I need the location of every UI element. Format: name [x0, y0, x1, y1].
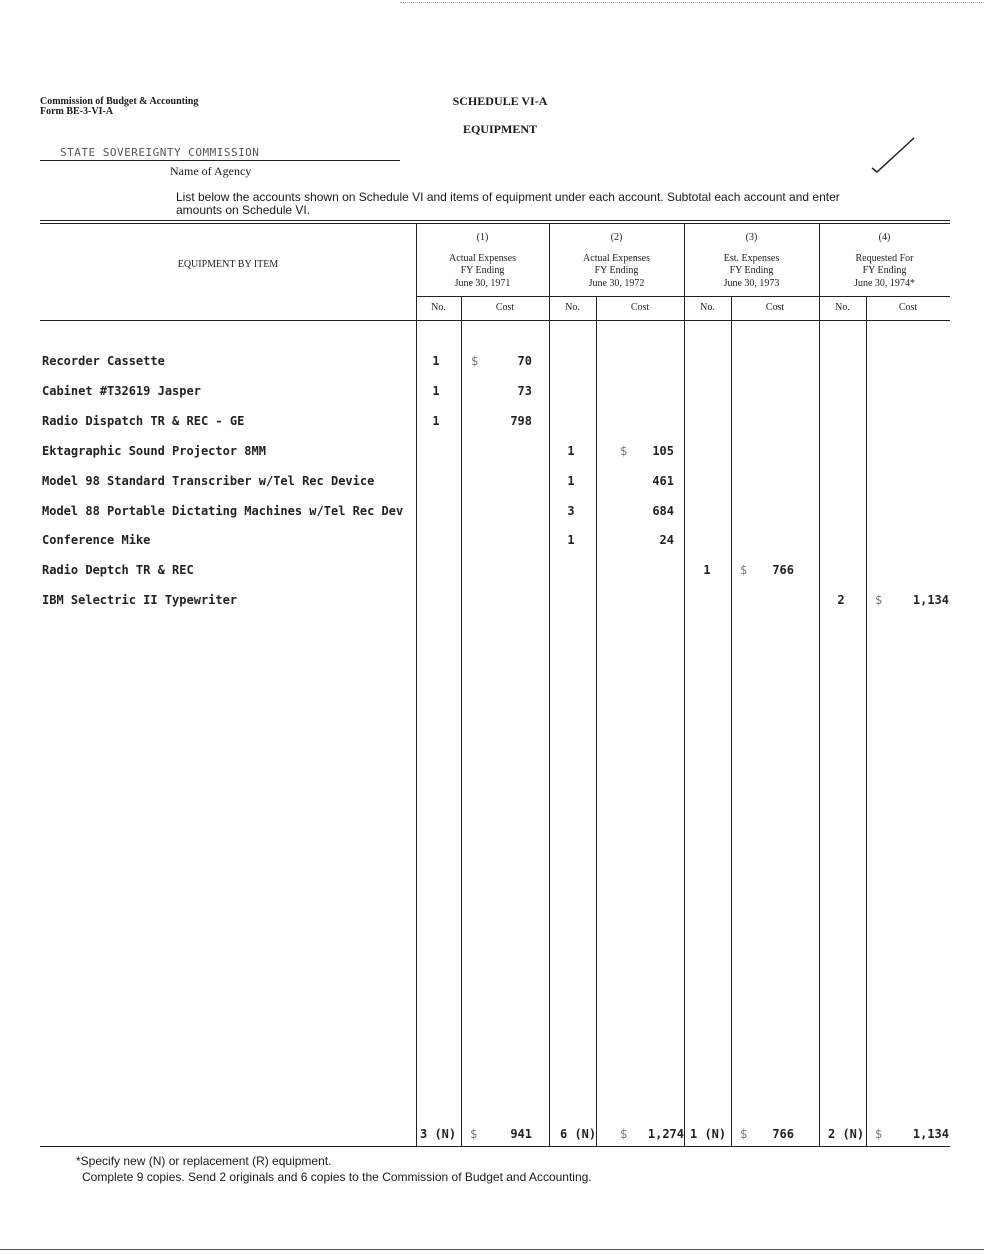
- table-top-rule-2: [40, 223, 950, 224]
- cost-cell: 105: [652, 444, 674, 458]
- col-line3: June 30, 1971: [454, 277, 511, 289]
- agency-label: Name of Agency: [170, 164, 252, 178]
- check-mark-icon: [868, 136, 918, 176]
- col4-cost-header: Cost: [898, 302, 918, 313]
- cost-cell: 1,134: [912, 593, 949, 607]
- footnote-specify: *Specify new (N) or replacement (R) equipment.: [76, 1154, 332, 1168]
- col-line1: Requested For: [855, 252, 914, 264]
- item-name: Radio Deptch TR & REC: [42, 563, 194, 577]
- total-qty: 1 (N): [690, 1127, 727, 1141]
- col1-cost-header: Cost: [495, 302, 515, 313]
- col-line2: FY Ending: [594, 265, 639, 276]
- instructions-line-2: amounts on Schedule VI.: [176, 203, 311, 217]
- item-name: Model 98 Standard Transcriber w/Tel Rec Device: [42, 474, 375, 488]
- col4-split-rule: [866, 296, 867, 1146]
- item-name: IBM Selectric II Typewriter: [42, 593, 238, 607]
- col-line3: June 30, 1974*: [854, 277, 915, 289]
- col4-no-header: No.: [835, 302, 850, 313]
- total-cost: 1,274: [647, 1127, 684, 1141]
- col-number: (1): [476, 232, 489, 243]
- footnote-copies: Complete 9 copies. Send 2 originals and 6 copies to the Commission of Budget and Accounting.: [82, 1170, 592, 1184]
- schedule-title: SCHEDULE VI-A: [452, 94, 548, 108]
- item-name: Recorder Cassette: [42, 354, 165, 368]
- top-edge-dots: [400, 2, 984, 3]
- qty-cell: 2: [837, 593, 845, 607]
- header-split-rule: [416, 296, 950, 297]
- item-name: Conference Mike: [42, 533, 151, 547]
- total-dollar-sign: $: [620, 1127, 628, 1141]
- total-cost: 941: [510, 1127, 532, 1141]
- total-qty: 6 (N): [560, 1127, 597, 1141]
- table-top-rule: [40, 220, 950, 221]
- commission-line: Commission of Budget & Accounting: [40, 96, 199, 107]
- cost-cell: 24: [659, 533, 674, 547]
- item-name: Cabinet #T32619 Jasper: [42, 384, 201, 398]
- item-name: Model 88 Portable Dictating Machines w/Tel Rec Dev: [42, 504, 404, 518]
- col-number: (4): [878, 232, 891, 243]
- cost-cell: 73: [517, 384, 532, 398]
- qty-cell: 1: [432, 384, 440, 398]
- total-cost: 766: [772, 1127, 794, 1141]
- item-column-header: EQUIPMENT BY ITEM: [177, 259, 279, 270]
- dollar-sign: $: [620, 444, 628, 458]
- cost-cell: 461: [652, 474, 674, 488]
- col-line1: Actual Expenses: [449, 252, 516, 264]
- col3-split-rule: [731, 296, 732, 1146]
- schedule-subtitle: EQUIPMENT: [462, 122, 537, 136]
- total-dollar-sign: $: [875, 1127, 883, 1141]
- qty-cell: 1: [432, 354, 440, 368]
- agency-underline: [40, 160, 400, 161]
- dollar-sign: $: [875, 593, 883, 607]
- table-bottom-rule: [40, 1146, 950, 1147]
- total-qty: 2 (N): [828, 1127, 865, 1141]
- col3-no-header: No.: [700, 302, 715, 313]
- col2-left-rule: [549, 223, 550, 1146]
- total-dollar-sign: $: [470, 1127, 478, 1141]
- cost-cell: 798: [510, 414, 532, 428]
- col2-no-header: No.: [565, 302, 580, 313]
- item-name: Radio Dispatch TR & REC - GE: [42, 414, 245, 428]
- col-line2: FY Ending: [729, 265, 774, 276]
- col-number: (3): [745, 232, 758, 243]
- total-dollar-sign: $: [740, 1127, 748, 1141]
- cost-cell: 684: [652, 504, 674, 518]
- instructions-line-1: List below the accounts shown on Schedule VI and items of equipment under each account. Subtotal each account and enter: [176, 190, 840, 204]
- header-bottom-rule: [40, 320, 950, 321]
- cost-cell: 70: [517, 354, 532, 368]
- col1-split-rule: [461, 296, 462, 1146]
- col-header-1: [416, 232, 549, 290]
- qty-cell: 1: [567, 474, 575, 488]
- col2-split-rule: [596, 296, 597, 1146]
- dollar-sign: $: [740, 563, 748, 577]
- qty-cell: 3: [567, 504, 575, 518]
- col1-left-rule: [416, 223, 417, 1146]
- qty-cell: 1: [432, 414, 440, 428]
- qty-cell: 1: [703, 563, 711, 577]
- col-header-3: [684, 232, 819, 290]
- col1-no-header: No.: [431, 302, 446, 313]
- total-cost: 1,134: [912, 1127, 949, 1141]
- col-number: (2): [610, 232, 623, 243]
- col-line2: FY Ending: [862, 265, 907, 276]
- col3-left-rule: [684, 223, 685, 1146]
- form-number: Form BE-3-VI-A: [40, 106, 114, 117]
- total-qty: 3 (N): [420, 1127, 457, 1141]
- qty-cell: 1: [567, 444, 575, 458]
- col2-cost-header: Cost: [630, 302, 650, 313]
- col-line2: FY Ending: [460, 265, 505, 276]
- bottom-edge-rule: [0, 1249, 984, 1250]
- cost-cell: 766: [772, 563, 794, 577]
- col4-left-rule: [819, 223, 820, 1146]
- col3-cost-header: Cost: [765, 302, 785, 313]
- col-line3: June 30, 1973: [723, 277, 780, 289]
- agency-name: STATE SOVEREIGNTY COMMISSION: [60, 146, 260, 159]
- col-line1: Est. Expenses: [723, 252, 780, 264]
- qty-cell: 1: [567, 533, 575, 547]
- col-line1: Actual Expenses: [583, 252, 650, 264]
- col-header-4: [819, 232, 950, 290]
- dollar-sign: $: [471, 354, 479, 368]
- item-name: Ektagraphic Sound Projector 8MM: [42, 444, 266, 458]
- col-header-2: [549, 232, 684, 290]
- col-line3: June 30, 1972: [588, 277, 645, 289]
